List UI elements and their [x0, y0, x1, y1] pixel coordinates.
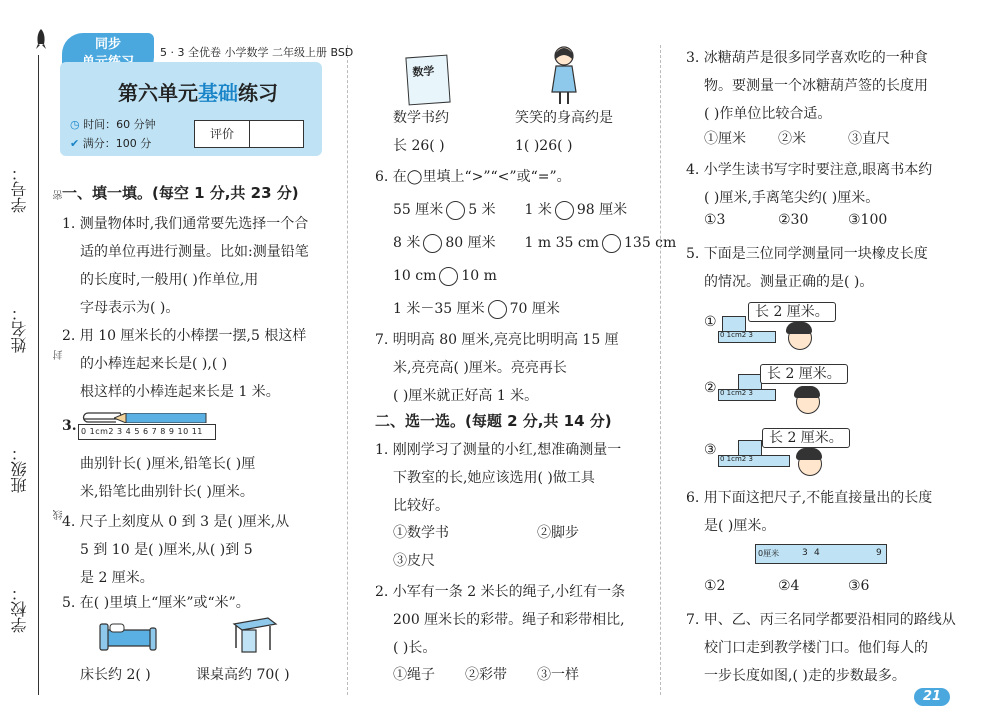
hair-icon [786, 322, 812, 334]
option-2-6-c: ③6 [848, 578, 870, 594]
badge-line-1: 同步 [94, 37, 121, 52]
compare-row: 1 米－35 厘米 70 厘米 [393, 301, 560, 317]
time-info: ◷ 时间：60 分钟 [70, 118, 156, 131]
page-number: 21 [914, 688, 950, 706]
seal-char-2: 封 [54, 350, 65, 360]
option-2-6-b: ②4 [778, 578, 800, 594]
compare-row: 8 米 80 厘米 1 m 35 cm 135 cm [393, 235, 677, 251]
eraser [722, 316, 746, 332]
column-divider [660, 45, 661, 695]
desk-icon [232, 616, 278, 656]
figure-marker: ② [704, 380, 717, 396]
ruler-ticks: 0 1cm2 3 [720, 389, 753, 397]
question-1-3-number: 3. [62, 418, 77, 434]
question-1-1: 1. 测量物体时,我们通常要先选择一个合 适的单位再进行测量。比如:测量铅笔 的长度时,一般用( )作单位,用 字母表示为( )。 [62, 216, 309, 316]
option-2-3-c: ③直尺 [848, 131, 890, 147]
compare-rows [393, 194, 676, 326]
class-label: 班级： [10, 445, 29, 493]
question-1-5: 5. 在( )里填上“厘米”或“米”。 [62, 595, 250, 611]
school-label: 学校： [10, 585, 29, 633]
pencil-icon [114, 413, 212, 423]
figure-marker: ③ [704, 442, 717, 458]
desk-height-text: 课桌高约 70( ) [196, 667, 290, 683]
ruler-ticks: 0 1cm2 3 [720, 455, 753, 463]
score-info: ✔ 满分：100 分 [70, 137, 152, 150]
ruler-ticks: 0 1cm2 3 [720, 331, 753, 339]
eval-box [194, 120, 304, 148]
question-2-6: 6. 用下面这把尺子,不能直接量出的长度 是( )厘米。 [686, 490, 933, 534]
compare-circle[interactable] [555, 201, 574, 220]
option-2-3-b: ②米 [778, 131, 806, 147]
option-2-2-c: ③一样 [537, 667, 579, 683]
eval-label: 评价 [195, 121, 250, 147]
bed-icon [98, 614, 158, 654]
compare-row: 55 厘米 5 米 1 米 98 厘米 [393, 202, 628, 218]
option-2-4-c: ③100 [848, 212, 888, 228]
ruler-ticks: 0 1cm2 3 4 5 6 7 8 9 10 11 [81, 427, 203, 436]
compare-circle[interactable] [439, 267, 458, 286]
book-title: 5 · 3 全优卷 小学数学 二年级上册 BSD [160, 46, 354, 59]
eraser [738, 440, 762, 456]
option-2-1-a: ①数学书 [393, 525, 449, 541]
option-2-2-a: ①绳子 [393, 667, 435, 683]
option-2-2-b: ②彩带 [465, 667, 507, 683]
unit-title: 第六单元基础练习 [118, 81, 278, 105]
ruler-mark-4: 4 [814, 548, 820, 558]
speech-bubble: 长 2 厘米。 [748, 302, 836, 322]
question-1-4: 4. 尺子上刻度从 0 到 3 是( )厘米,从 5 到 10 是( )厘米,从( )到 5 是 2 厘米。 [62, 514, 290, 586]
check-icon: ✔ [70, 137, 80, 150]
math-book-icon: 数学 [405, 55, 450, 106]
option-2-4-a: ①3 [704, 212, 726, 228]
figure-marker: ① [704, 314, 717, 330]
question-1-6: 6. 在◯里填上“>”“<”或“=”。 [375, 169, 571, 185]
seal-char-3: 线 [54, 510, 65, 520]
bed-length-text: 床长约 2( ) [80, 667, 151, 683]
question-2-3: 3. 冰糖葫芦是很多同学喜欢吃的一种食 物。要测量一个冰糖葫芦签的长度用 ( )作单位比较合适。 [686, 50, 928, 122]
option-2-1-b: ②脚步 [537, 525, 579, 541]
student-id-label: 学号： [10, 165, 29, 213]
clock-icon: ◷ [70, 118, 80, 131]
ruler-mark-0: 0厘米 [758, 549, 780, 558]
option-2-3-a: ①厘米 [704, 131, 746, 147]
eraser [738, 374, 762, 390]
compare-circle[interactable] [446, 201, 465, 220]
section-2-title: 二、选一选。(每题 2 分,共 14 分) [375, 412, 612, 430]
option-2-1-c: ③皮尺 [393, 553, 435, 569]
rocket-icon [33, 28, 49, 50]
speech-bubble: 长 2 厘米。 [760, 364, 848, 384]
cut-line [38, 55, 39, 695]
compare-circle[interactable] [602, 234, 621, 253]
section-1-title: 一、填一填。(每空 1 分,共 23 分) [62, 184, 299, 202]
name-label: 姓名： [10, 305, 29, 353]
q5-book-text: 数学书约 长 26( ) [393, 110, 449, 154]
column-divider [347, 45, 348, 695]
girl-icon [546, 44, 582, 106]
question-2-4: 4. 小学生读书写字时要注意,眼离书本约 ( )厘米,手离笔尖约( )厘米。 [686, 162, 933, 206]
compare-circle[interactable] [488, 300, 507, 319]
question-2-5: 5. 下面是三位同学测量同一块橡皮长度 的情况。测量正确的是( )。 [686, 246, 928, 290]
option-2-4-b: ②30 [778, 212, 809, 228]
question-2-2: 2. 小军有一条 2 米长的绳子,小红有一条 200 厘米长的彩带。绳子和彩带相比, ( )长。 [375, 584, 626, 656]
question-1-3: 曲别针长( )厘米,铅笔长( )厘 米,铅笔比曲别针长( )厘米。 [80, 456, 256, 500]
speech-bubble: 长 2 厘米。 [762, 428, 850, 448]
ruler-mark-3: 3 [802, 548, 808, 558]
hair-icon [794, 386, 820, 398]
question-1-2: 2. 用 10 厘米长的小棒摆一摆,5 根这样 的小棒连起来长是( ),( ) 根这样的小棒连起来长是 1 米。 [62, 328, 307, 400]
compare-circle[interactable] [423, 234, 442, 253]
question-1-7: 7. 明明高 80 厘米,亮亮比明明高 15 厘 米,亮亮高( )厘米。亮亮再长 ( )厘米就正好高 1 米。 [375, 332, 619, 404]
question-2-7: 7. 甲、乙、丙三名同学都要沿相同的路线从 校门口走到教学楼门口。他们每人的 一步长度如图,( )走的步数最多。 [686, 612, 956, 684]
hair-icon [796, 448, 822, 460]
q5-girl-text: 笑笑的身高约是 1( )26( ) [515, 110, 613, 154]
broken-ruler [755, 544, 887, 564]
compare-row: 10 cm 10 m [393, 268, 497, 284]
seal-char-1: 密 [54, 190, 65, 200]
ruler-mark-9: 9 [876, 548, 882, 558]
option-2-6-a: ①2 [704, 578, 726, 594]
question-2-1: 1. 刚刚学习了测量的小红,想准确测量一 下教室的长,她应该选用( )做工具 比较好。 [375, 442, 622, 514]
